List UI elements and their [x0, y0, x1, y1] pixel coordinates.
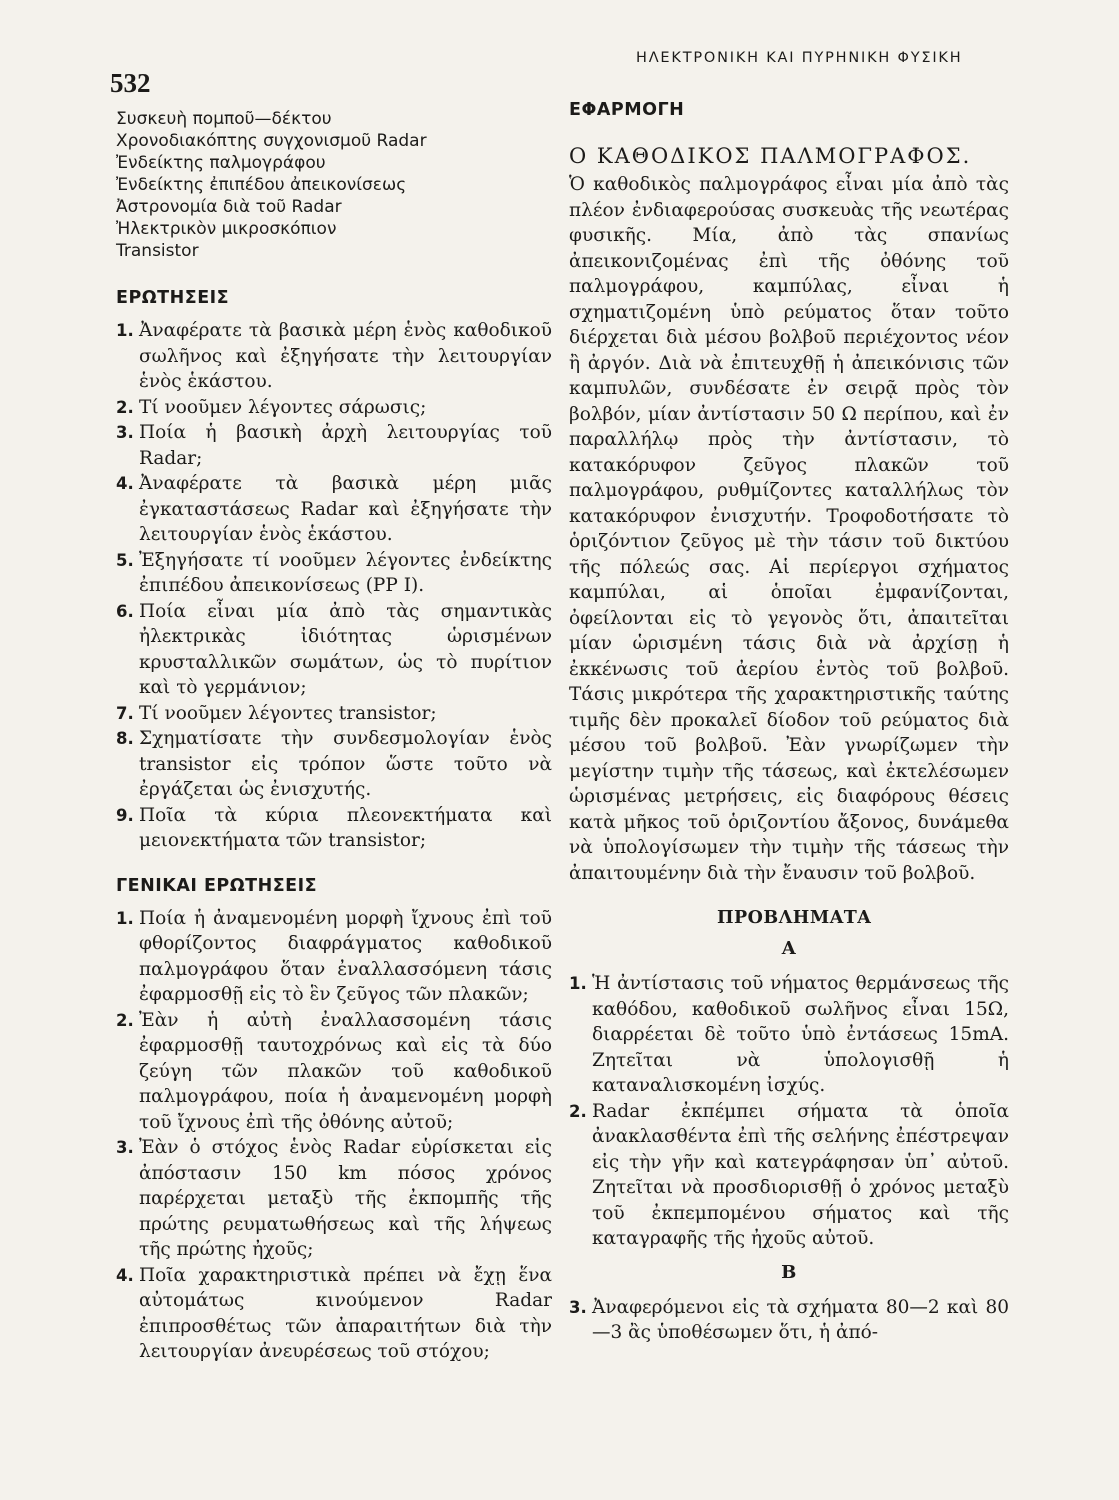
question-number: 2. [116, 1010, 134, 1030]
question-text: Ἐὰν ὁ στόχος ἑνὸς Radar εὑρίσκεται εἰς ἀπόστασιν 150 km πόσος χρόνος παρέρχεται μεταξὺ τῆς ἐκπομπῆς τῆς πρώτης ρευματωθήσεως καὶ τῆς λήψεως τῆς πρώτης ἠχοῦς; [139, 1137, 552, 1260]
question-number: 5. [116, 550, 134, 570]
question-item [116, 318, 552, 395]
running-head: ΗΛΕΚΤΡΟΝΙΚΗ ΚΑΙ ΠΥΡΗΝΙΚΗ ΦΥΣΙΚΗ [636, 50, 963, 66]
question-item [116, 701, 552, 727]
topic-item: Χρονοδιακόπτης συγχονισμοῦ Radar [116, 131, 427, 151]
question-text: Ποῖα τὰ κύρια πλεονεκτήματα καὶ μειονεκτήματα τῶν transistor; [139, 804, 552, 851]
question-text: Τί νοοῦμεν λέγοντες transistor; [139, 702, 437, 724]
topic-item: Ἠλεκτρικὸν μικροσκόπιον [116, 219, 337, 239]
topic-item: Ἀστρονομία διὰ τοῦ Radar [116, 197, 342, 217]
question-number: 8. [116, 729, 134, 748]
questions-heading: ΕΡΩΤΗΣΕΙΣ [116, 288, 230, 308]
topic-item: Transistor [116, 241, 199, 261]
question-item [116, 548, 552, 599]
question-text: Ποία ἡ βασικὴ ἀρχὴ λειτουργίας τοῦ Radar; [139, 422, 552, 469]
general-question-item [116, 1263, 552, 1365]
topic-item: Συσκευὴ πομποῦ—δέκτου [116, 109, 332, 129]
page-number: 532 [110, 68, 151, 98]
question-number: 9. [116, 805, 134, 825]
question-number: 4. [116, 1265, 134, 1285]
general-question-item [116, 1135, 552, 1263]
question-number: 3. [116, 423, 134, 442]
question-number: 1. [116, 321, 134, 340]
general-question-item [116, 1008, 552, 1136]
general-questions-list [116, 906, 552, 1365]
question-text: Ποία ἡ ἀναμενομένη μορφὴ ἴχνους ἐπὶ τοῦ φθορίζοντος διαφράγματος καθοδικοῦ παλμογράφου ὅταν ἐναλλασσόμενη τάσις ἐφαρμοσθῇ εἰς τὸ ἓν ζεῦγος τῶν πλακῶν; [139, 907, 552, 1005]
application-title: Ο ΚΑΘΟΔΙΚΟΣ ΠΑΛΜΟΓΡΑΦΟΣ. [569, 144, 972, 168]
questions-list [116, 318, 552, 854]
question-text: Ἐξηγήσατε τί νοοῦμεν λέγοντες ἐνδείκτης ἐπιπέδου ἀπεικονίσεως (PP I). [139, 549, 552, 596]
application-heading: ΕΦΑΡΜΟΓΗ [569, 100, 685, 120]
question-item [116, 803, 552, 854]
problem-item [569, 971, 1009, 1099]
question-item [116, 395, 552, 421]
problems-group-b-list [569, 1295, 1009, 1346]
question-text: Ποῖα χαρακτηριστικὰ πρέπει νὰ ἔχῃ ἕνα αὐτομάτως κινούμενον Radar ἐπιπροσθέτως τῶν ἀπαραιτήτων διὰ τὴν λειτουργίαν ἀνευρέσεως τοῦ στόχου; [139, 1264, 552, 1362]
problem-text: Ἀναφερόμενοι εἰς τὰ σχήματα 80—2 καὶ 80—3 ἂς ὑποθέσωμεν ὅτι, ἡ ἀπό- [592, 1296, 1009, 1343]
problem-number: 1. [569, 974, 587, 993]
problem-item [569, 1295, 1009, 1346]
right-column [569, 100, 1009, 1346]
topic-item: Ἐνδείκτης παλμογράφου [116, 153, 326, 173]
topic-list [116, 108, 552, 262]
topic-item: Ἐνδείκτης ἐπιπέδου ἀπεικονίσεως [116, 175, 407, 195]
question-text: Ἐὰν ἡ αὐτὴ ἐναλλασσομένη τάσις ἐφαρμοσθῇ ταυτοχρόνως καὶ εἰς τὰ δύο ζεύγη τῶν πλακῶν τοῦ καθοδικοῦ παλμογράφου, ποία ἡ ἀναμενομένη μορφὴ τοῦ ἴχνους ἐπὶ τῆς ὀθόνης αὐτοῦ; [139, 1009, 552, 1133]
question-text: Ἀναφέρατε τὰ βασικὰ μέρη ἑνὸς καθοδικοῦ σωλῆνος καὶ ἐξηγήσατε τὴν λειτουργίαν ἑνὸς ἑκάστου. [139, 320, 552, 392]
question-number: 4. [116, 474, 134, 493]
problems-group-a-list [569, 971, 1009, 1252]
question-item [116, 471, 552, 548]
problem-item [569, 1099, 1009, 1252]
question-number: 3. [116, 1138, 134, 1157]
left-column [116, 108, 552, 1365]
question-item [116, 420, 552, 471]
question-number: 6. [116, 601, 134, 621]
problem-number: 2. [569, 1101, 587, 1121]
question-text: Σχηματίσατε τὴν συνδεσμολογίαν ἑνὸς transistor εἰς τρόπον ὥστε τοῦτο νὰ ἐργάζεται ὡς ἐνισχυτής. [139, 728, 552, 800]
problem-text: Ἡ ἀντίστασις τοῦ νήματος θερμάνσεως τῆς καθόδου, καθοδικοῦ σωλῆνος εἶναι 15Ω, διαρρέεται δὲ τοῦτο ὑπὸ ἐντάσεως 15mA. Ζητεῖται νὰ ὑπολογισθῇ ἡ καταναλισκομένη ἰσχύς. [592, 973, 1009, 1096]
question-number: 1. [116, 908, 134, 928]
general-question-item [116, 906, 552, 1008]
problem-text: Radar ἐκπέμπει σήματα τὰ ὁποῖα ἀνακλασθέντα ἐπὶ τῆς σελήνης ἐπέστρεψαν εἰς τὴν γῆν καὶ κατεγράφησαν ὑπ᾽ αὐτοῦ. Ζητεῖται νὰ προσδιορισθῇ ὁ χρόνος μεταξὺ τοῦ ἐκπεμπομένου σήματος καὶ τῆς καταγραφῆς τῆς ἠχοῦς αὐτοῦ. [592, 1100, 1009, 1249]
question-number: 7. [116, 703, 134, 723]
question-text: Ποία εἶναι μία ἀπὸ τὰς σημαντικὰς ἠλεκτρικὰς ἰδιότητας ὡρισμένων κρυσταλλικῶν σωμάτων, ὡς τὸ πυρίτιον καὶ τὸ γερμάνιον; [139, 600, 552, 698]
question-item [116, 599, 552, 701]
question-text: Τί νοοῦμεν λέγοντες σάρωσις; [139, 396, 427, 418]
question-number: 2. [116, 397, 134, 417]
question-item [116, 726, 552, 803]
problem-number: 3. [569, 1297, 587, 1317]
general-questions-heading: ΓΕΝΙΚΑΙ ΕΡΩΤΗΣΕΙΣ [116, 875, 318, 896]
problems-group-a-label: Α [781, 938, 797, 959]
application-text: Ὁ καθοδικὸς παλμογράφος εἶναι μία ἀπὸ τὰς πλέον ἐνδιαφερούσας συσκευὰς τῆς νεωτέρας φυσικῆς. Μία, ἀπὸ τὰς σπανίως ἀπεικονιζομένας ἐπὶ τῆς ὀθόνης τοῦ παλμογράφου, καμπύλας, εἶναι ἡ σχηματιζομένη ὑπὸ ρεύματος ὅταν τοῦτο διέρχεται διὰ μέσου βολβοῦ περιέχοντος νέον ἢ ἀργόν. Διὰ νὰ ἐπιτευχθῇ ἡ ἀπεικόνισις τῶν καμπυλῶν, συνδέσατε ἐν σειρᾷ πρὸς τὸν βολβόν, μίαν ἀντίστασιν 50 Ω περίπου, καὶ ἐν παραλλήλῳ πρὸς τὴν ἀντίστασιν, τὸ κατακόρυφον ζεῦγος πλακῶν τοῦ παλμογράφου, ρυθμίζοντες καταλλήλως τὸν κατακόρυφον ἐνισχυτήν. Τροφοδοτήσατε τὸ ὁριζόντιον ζεῦγος μὲ τὴν τάσιν τοῦ δικτύου τῆς πόλεώς σας. Αἱ περίεργοι σχήματος καμπύλαι, αἱ ὁποῖαι ἐμφανίζονται, ὀφείλονται εἰς τὸ γεγονὸς ὅτι, ἀπαιτεῖται μίαν ὡρισμένη τάσις διὰ νὰ ἀρχίσῃ ἡ ἐκκένωσις τοῦ ἀερίου ἐντὸς τοῦ βολβοῦ. Τάσις μικρότερα τῆς χαρακτηριστικῆς ταύτης τιμῆς δὲν προκαλεῖ δίοδον τοῦ ρεύματος διὰ μέσου τοῦ βολβοῦ. Ἐὰν γνωρίζωμεν τὴν μεγίστην τιμὴν τῆς τάσεως, καὶ ἐκτελέσωμεν ὡρισμένας μετρήσεις, εἰς διαφόρους θέσεις κατὰ μῆκος τοῦ ὁριζοντίου ἄξονος, δυνάμεθα νὰ ὑπολογίσωμεν τὴν τιμὴν τῆς τάσεως τὴν ἀπαιτουμένην διὰ τὴν ἔναυσιν τοῦ βολβοῦ. [569, 174, 1009, 884]
problems-group-b-label: Β [781, 1261, 797, 1283]
question-text: Ἀναφέρατε τὰ βασικὰ μέρη μιᾶς ἐγκαταστάσεως Radar καὶ ἐξηγήσατε τὴν λειτουργίαν ἑνὸς ἑκάστου. [139, 473, 552, 545]
problems-heading: ΠΡΟΒΛΗΜΑΤΑ [717, 908, 872, 928]
